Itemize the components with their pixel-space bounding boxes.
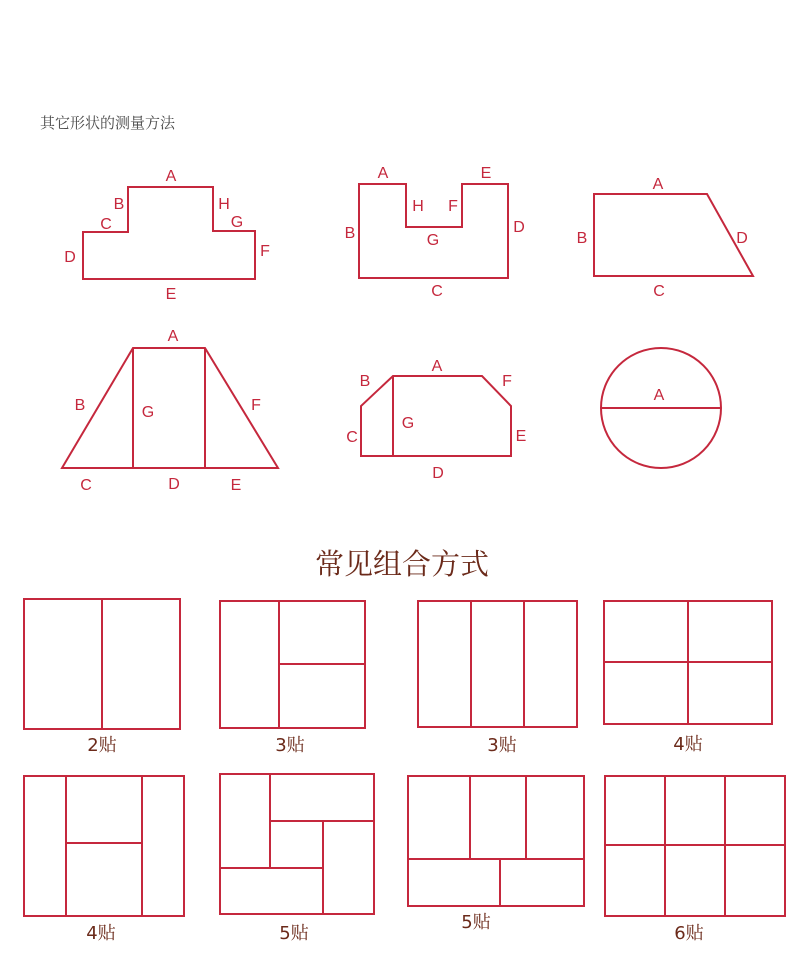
combo-frame <box>408 776 584 906</box>
right-trapezoid-outline <box>594 194 753 276</box>
combo-caption: 3贴 <box>487 735 517 756</box>
trapezoid-label-a: A <box>167 328 179 345</box>
stepped-label-e: E <box>165 286 177 303</box>
combo-caption: 3贴 <box>275 735 305 756</box>
combination-5-panels-pinwheel <box>220 774 374 944</box>
u-label-d: D <box>513 219 525 236</box>
trapezoid-label-c: C <box>80 477 92 494</box>
combination-4-panels-center <box>24 776 184 944</box>
u-label-f: F <box>448 198 458 215</box>
stepped-label-a: A <box>165 168 177 185</box>
stepped-shape <box>64 168 270 303</box>
stepped-label-h: H <box>218 196 230 213</box>
combination-4-panels-grid <box>604 601 772 755</box>
trapezoid-label-g: G <box>141 404 155 421</box>
combo-frame <box>418 601 577 727</box>
u-label-a: A <box>377 165 389 182</box>
u-label-g: G <box>426 232 440 249</box>
combo-caption: 6贴 <box>674 923 704 944</box>
chamfered-outline <box>361 376 511 456</box>
combo-caption: 5贴 <box>461 912 491 933</box>
combination-5-panels-rows <box>408 776 584 933</box>
trapezoid-label-d: D <box>168 476 180 493</box>
section-title: 常见组合方式 <box>314 547 490 581</box>
trap-right-label-b: B <box>576 230 588 247</box>
circle-label-a: A <box>653 387 665 404</box>
combo-caption: 2贴 <box>87 735 117 756</box>
combination-3-panels-l <box>220 601 365 756</box>
combination-6-panels-grid <box>605 776 785 944</box>
chamfered-label-d: D <box>432 465 444 482</box>
trapezoid <box>62 328 278 494</box>
chamfered-label-g: G <box>401 415 415 432</box>
chamfered-label-a: A <box>431 358 443 375</box>
trap-right-label-a: A <box>652 176 664 193</box>
trapezoid-outline <box>62 348 278 468</box>
chamfered-rectangle <box>346 358 526 482</box>
combo-caption: 4贴 <box>673 734 703 755</box>
trapezoid-label-f: F <box>251 397 261 414</box>
right-trapezoid <box>577 176 753 300</box>
stepped-label-d: D <box>64 249 76 266</box>
trap-right-label-d: D <box>736 230 748 247</box>
stepped-label-c: C <box>100 216 112 233</box>
u-label-h: H <box>412 198 424 215</box>
combination-2-panels <box>24 599 180 756</box>
u-label-b: B <box>344 225 356 242</box>
combination-3-panels-columns <box>418 601 577 756</box>
chamfered-label-f: F <box>502 373 512 390</box>
combo-caption: 5贴 <box>279 923 309 944</box>
trapezoid-label-b: B <box>74 397 86 414</box>
u-shape-outline <box>359 184 508 278</box>
circle-shape <box>601 348 721 468</box>
stepped-label-b: B <box>113 196 125 213</box>
chamfered-label-c: C <box>346 429 358 446</box>
stepped-label-f: F <box>260 243 270 260</box>
u-label-e: E <box>480 165 492 182</box>
combo-frame <box>220 774 374 914</box>
chamfered-label-e: E <box>515 428 527 445</box>
trap-right-label-c: C <box>653 283 665 300</box>
page-heading: 其它形状的测量方法 <box>40 114 176 132</box>
trapezoid-label-e: E <box>230 477 242 494</box>
chamfered-label-b: B <box>359 373 371 390</box>
stepped-label-g: G <box>230 214 244 231</box>
u-shape <box>345 165 525 300</box>
u-label-c: C <box>431 283 443 300</box>
combo-caption: 4贴 <box>86 923 116 944</box>
combo-frame <box>24 776 184 916</box>
